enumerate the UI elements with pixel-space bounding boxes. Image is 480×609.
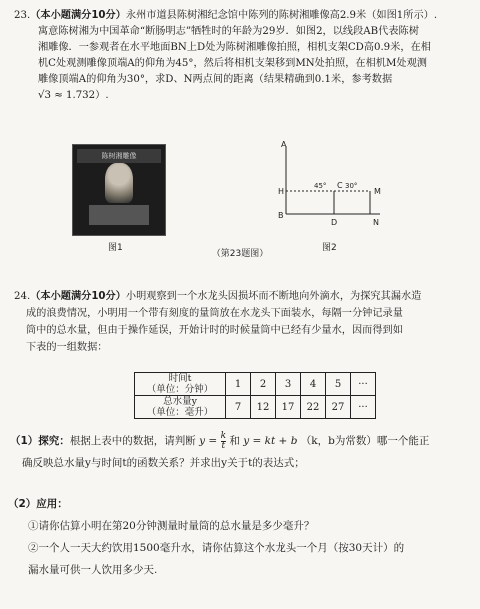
q23-line-4: 雕像顶端A的仰角为30°，求D、N两点间的距离（结果精确到0.1米，参考数据 — [38, 74, 393, 85]
angle-30-label: 30° — [345, 182, 358, 190]
part1-line2: 确反映总水量y与时间t的函数关系？并求出y关于t的表达式； — [22, 457, 305, 469]
table-cell: 22 — [301, 396, 326, 419]
inverse-eq-lhs: y = — [199, 435, 218, 447]
angle-45-label: 45° — [314, 182, 327, 190]
statue-photo-banner: 陈树湘雕像 — [77, 149, 161, 163]
q23-line-1: 寓意陈树湘为中国革命“断肠明志”牺牲时的年龄为29岁．如图2，以线段AB代表陈树 — [38, 26, 419, 37]
table-cell: 3 — [276, 373, 301, 396]
table-head-time: 时间t （单位：分钟） — [135, 373, 226, 396]
q23-line-0: 永州市道县陈树湘纪念馆中陈列的陈树湘雕像高2.9米（如图1所示）. — [125, 10, 438, 21]
fig2-caption: 图2 — [322, 243, 337, 253]
part1-text-a: 根据上表中的数据，请判断 — [69, 435, 196, 447]
table-cell: 2 — [251, 373, 276, 396]
table-cell: ··· — [351, 373, 376, 396]
table-cell: 17 — [276, 396, 301, 419]
table-row-volume — [135, 396, 376, 419]
q24-number: 24. — [14, 291, 31, 302]
label-B: B — [278, 211, 284, 220]
q24-part1 — [10, 430, 470, 474]
q24-line-1: 成的浪费情况，小明用一个带有刻度的量筒放在水龙头下面装水，每隔一分钟记录量 — [26, 308, 403, 319]
label-A: A — [281, 140, 287, 149]
table-cell: 1 — [226, 373, 251, 396]
part1-and: 和 — [229, 435, 240, 447]
label-H: H — [278, 187, 285, 196]
question-23 — [14, 8, 470, 104]
inverse-fraction: $\frac{k}{t}$ — [220, 430, 227, 451]
q24-part2 — [8, 493, 470, 581]
label-C: C — [337, 181, 343, 190]
table-cell: 12 — [251, 396, 276, 419]
label-M: M — [374, 187, 381, 196]
table-cell: 27 — [326, 396, 351, 419]
label-D: D — [331, 218, 338, 227]
linear-eq: y = kt + b — [243, 435, 298, 447]
figure-caption-q23: （第23题图） — [211, 249, 269, 259]
data-table — [134, 372, 376, 419]
table-cell: 4 — [301, 373, 326, 396]
q23-score: （本小题满分10分） — [30, 10, 126, 21]
part2-item1: ①请你估算小明在第20分钟测量时量筒的总水量是多少毫升？ — [28, 520, 315, 532]
q24-line-2: 筒中的总水量，但由于操作延误，开始计时的时候量筒中已经有少量水，因而得到如 — [26, 325, 403, 336]
table-row-time — [135, 373, 376, 396]
q23-figures — [0, 138, 480, 258]
q23-line-2: 湘雕像．一参观者在水平地面BN上D处为陈树湘雕像拍照，相机支架CD高0.9米，在相 — [38, 42, 431, 53]
part2-item2: ②一个人一天大约饮用1500毫升水，请你估算这个水龙头一个月（按30天计）的 — [28, 542, 405, 554]
table-cell: 5 — [326, 373, 351, 396]
geometry-diagram — [0, 138, 480, 258]
q24-line-0: 小明观察到一个水龙头因损坏而不断地向外滴水，为探究其漏水造 — [125, 291, 422, 302]
part1-text-b: （k，b为常数）哪一个能正 — [300, 435, 430, 447]
q23-line-5: √3 ≈ 1.732）. — [38, 90, 109, 101]
q23-number: 23. — [14, 10, 31, 21]
table-head-volume: 总水量y （单位：毫升） — [135, 396, 226, 419]
q24-score: （本小题满分10分） — [30, 291, 126, 302]
question-24 — [14, 288, 470, 356]
fig1-caption: 图1 — [108, 243, 123, 253]
table-cell: ··· — [351, 396, 376, 419]
part1-label: （1）探究： — [10, 435, 70, 447]
q24-line-3: 下表的一组数据： — [26, 342, 108, 353]
table-cell: 7 — [226, 396, 251, 419]
q23-line-3: 机C处观测雕像顶端A的仰角为45°，然后将相机支架移到MN处拍照，在相机M处观测 — [38, 58, 427, 69]
part2-item2-cont: 漏水量可供一人饮用多少天. — [28, 564, 158, 576]
part2-label: （2）应用： — [8, 498, 68, 510]
label-N: N — [373, 218, 379, 227]
